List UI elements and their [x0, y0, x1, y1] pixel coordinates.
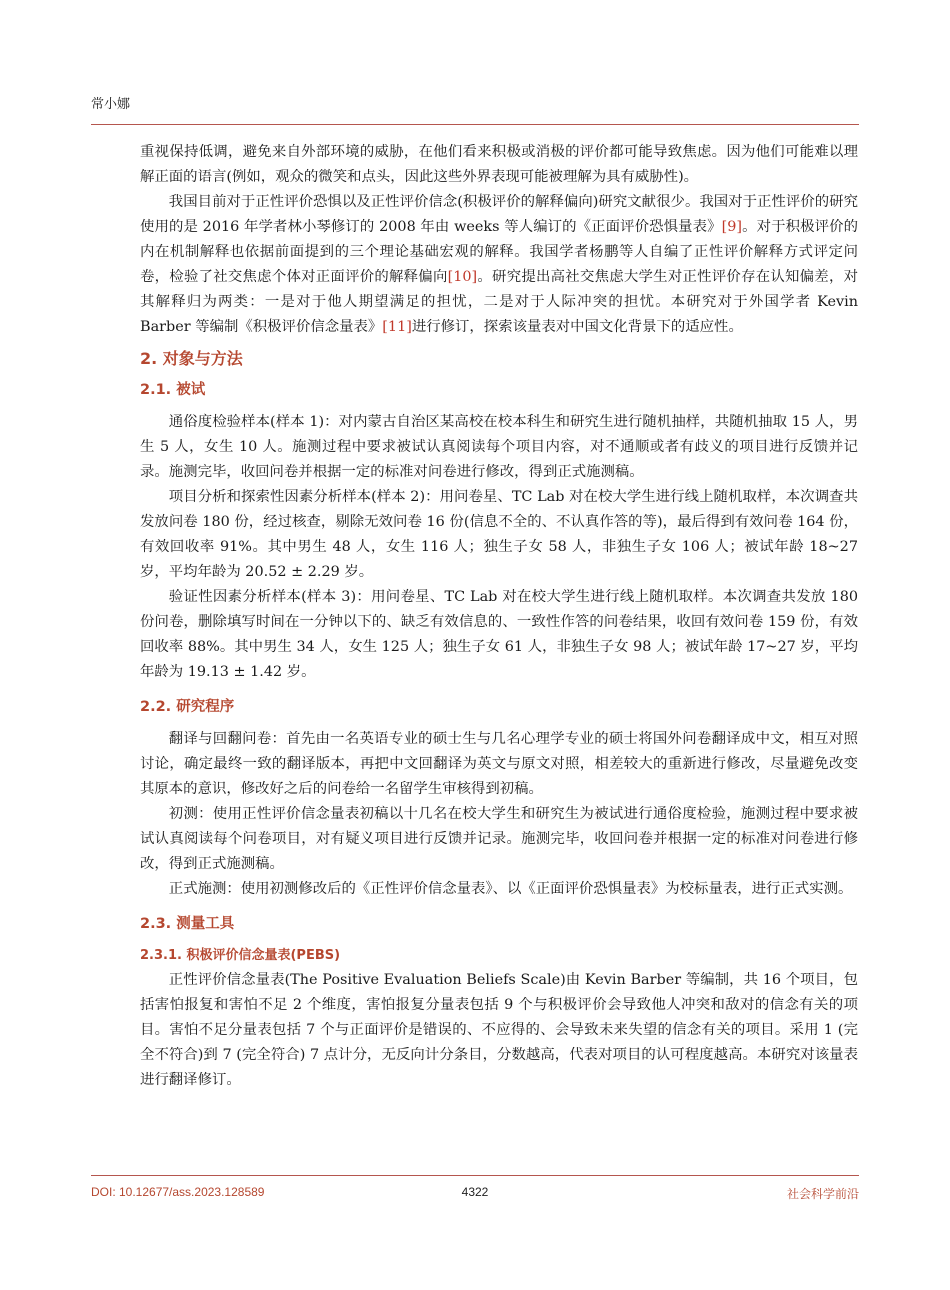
section-2-1-heading: 2.1. 被试: [140, 382, 206, 398]
sample-3-paragraph: 验证性因素分析样本(样本 3)：用问卷星、TC Lab 对在校大学生进行线上随机取样。本次调查共发放 180 份问卷，删除填写时间在一分钟以下的、缺乏有效信息的、一致性作答的问卷结果，收回有效问卷 159 份，有效回收率 88%。其中男生 34 人，女生 125 人；独生子女 61 人，非独生子女 98 人；被试年龄 17~27 岁，平均年龄为 19.13 ± 1.42 岁。: [140, 589, 858, 680]
formal-test-paragraph: 正式施测：使用初测修改后的《正性评价信念量表》、以《正面评价恐惧量表》为校标量表，进行正式实测。: [168, 881, 853, 897]
pebs-paragraph: 正性评价信念量表(The Positive Evaluation Beliefs Scale)由 Kevin Barber 等编制，共 16 个项目，包括害怕报复和害怕不足 2 个维度，害怕报复分量表包括 9 个与积极评价会导致他人冲突和敌对的信念有关的项目。害怕不足分量表包括 7 个与正面评价是错误的、不应得的、会导致未来失望的信念有关的项目。采用 1 (完全不符合)到 7 (完全符合) 7 点计分，无反向计分条目，分数越高，代表对项目的认可程度越高。本研究对该量表进行翻译修订。: [140, 972, 858, 1088]
intro-p2-text-a: 我国目前对于正性评价恐惧以及正性评价信念(积极评价的解释偏向)研究文献很少。我国对于正性评价的研究使用的是 2016 年学者林小琴修订的 2008 年由 weeks 等人编订的《正面评价恐惧量表》: [140, 194, 858, 235]
section-2-heading: 2. 对象与方法: [140, 349, 243, 368]
section-2-3-1-heading: 2.3.1. 积极评价信念量表(PEBS): [140, 948, 341, 963]
pretest-paragraph: 初测：使用正性评价信念量表初稿以十几名在校大学生和研究生为被试进行通俗度检验，施测过程中要求被试认真阅读每个问卷项目，对有疑义项目进行反馈并记录。施测完毕，收回问卷并根据一定的标准对问卷进行修改，得到正式施测稿。: [140, 806, 858, 872]
intro-p2-text-c: 。研究提出高社交焦虑大学生对正性评价存在认知偏差，对其解释归为两类：一是对于他人期望满足的担忧，二是对于人际冲突的担忧。本研究对于外国学者 Kevin Barber 等编制《积极评价信念量表》: [140, 269, 858, 335]
sample-1-paragraph: 通俗度检验样本(样本 1)：对内蒙古自治区某高校在校本科生和研究生进行随机抽样，共随机抽取 15 人，男生 5 人，女生 10 人。施测过程中要求被试认真阅读每个项目内容，对不通顺或者有歧义的项目进行反馈并记录。施测完毕，收回问卷并根据一定的标准对问卷进行修改，得到正式施测稿。: [140, 414, 858, 480]
footer-journal-name: 社会科学前沿: [786, 1187, 859, 1201]
translation-paragraph: 翻译与回翻问卷：首先由一名英语专业的硕士生与几名心理学专业的硕士将国外问卷翻译成中文，相互对照讨论，确定最终一致的翻译版本，再把中文回翻译为英文与原文对照，相差较大的重新进行修改，尽量避免改变其原本的意识，修改好之后的问卷给一名留学生审核得到初稿。: [140, 731, 858, 797]
intro-p2-text-b: 。对于积极评价的内在机制解释也依据前面提到的三个理论基础宏观的解释。我国学者杨鹏等人自编了正性评价解释方式评定问卷，检验了社交焦虑个体对正面评价的解释偏向: [140, 219, 858, 285]
footer-page-number: 4322: [461, 1185, 489, 1199]
citation-9-link[interactable]: [9]: [721, 219, 743, 235]
section-2-2-heading: 2.2. 研究程序: [140, 699, 235, 715]
footer-doi-link[interactable]: DOI: 10.12677/ass.2023.128589: [91, 1185, 265, 1199]
header-divider: [91, 124, 859, 125]
section-2-3-heading: 2.3. 测量工具: [140, 916, 235, 932]
footer-divider: [91, 1175, 859, 1176]
intro-paragraph-2: [140, 190, 858, 340]
intro-p2-text-d: 进行修订，探索该量表对中国文化背景下的适应性。: [411, 319, 743, 335]
intro-paragraph-1: 重视保持低调，避免来自外部环境的威胁，在他们看来积极或消极的评价都可能导致焦虑。因为他们可能难以理解正面的语言(例如，观众的微笑和点头，因此这些外界表现可能被理解为具有威胁性)。: [140, 144, 858, 185]
sample-2-paragraph: 项目分析和探索性因素分析样本(样本 2)：用问卷星、TC Lab 对在校大学生进行线上随机取样，本次调查共发放问卷 180 份，经过核查，剔除无效问卷 16 份(信息不全的、不认真作答的等)，最后得到有效问卷 164 份，有效回收率 91%。其中男生 48 人，女生 116 人；独生子女 58 人，非独生子女 106 人；被试年龄 18~27 岁，平均年龄为 20.52 ± 2.29 岁。: [140, 489, 858, 580]
running-header-author: 常小娜: [91, 97, 131, 112]
citation-10-link[interactable]: [10]: [447, 269, 478, 285]
citation-11-link[interactable]: [11]: [382, 319, 412, 335]
article-body: [140, 140, 858, 1093]
